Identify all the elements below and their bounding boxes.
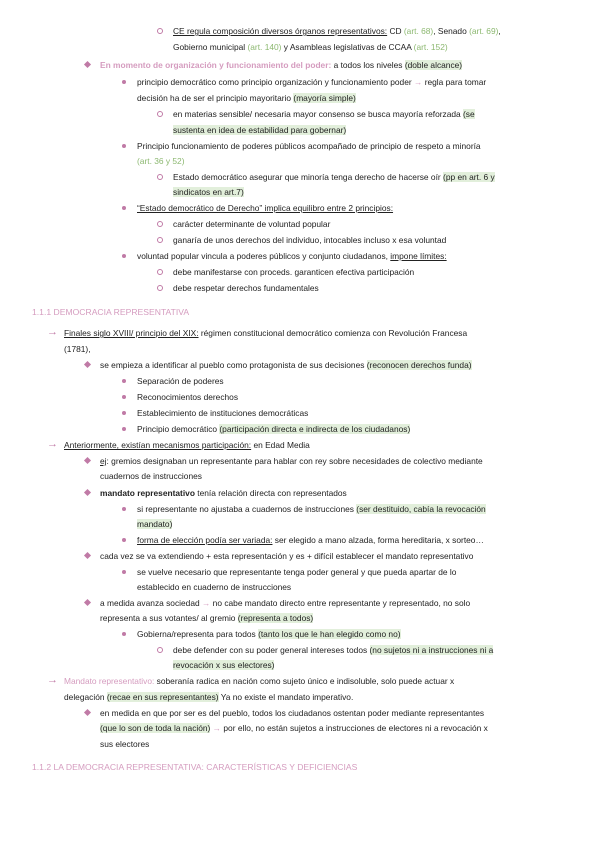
list-item: Principio democrático (participación directa e indirecta de los ciudadanos) xyxy=(137,424,411,434)
list-item-continuation: sindicatos en art.7) xyxy=(173,187,244,197)
list-item-continuation: revocación x sus electores) xyxy=(173,660,275,670)
list-item: debe manifestarse con proceds. garanticen efectiva participación xyxy=(173,267,415,277)
list-item: mandato representativo tenía relación directa con representados xyxy=(100,488,347,498)
list-item: Estado democrático asegurar que minoría tenga derecho de hacerse oír (pp en art. 6 y xyxy=(173,172,495,182)
list-item-continuation: cuadernos de instrucciones xyxy=(100,471,202,481)
section-heading: 1.1.2 LA DEMOCRACIA REPRESENTATIVA: CARACTERÍSTICAS Y DEFICIENCIAS xyxy=(32,762,358,772)
list-item: Principio funcionamiento de poderes públicos acompañado de principio de respeto a minoría xyxy=(137,141,481,151)
list-item: carácter determinante de voluntad popular xyxy=(173,219,331,229)
list-item: Separación de poderes xyxy=(137,376,224,386)
list-item: en materias sensible/ necesaria mayor consenso se busca mayoría reforzada (se xyxy=(173,109,475,119)
list-item: → Anteriormente, existían mecanismos participación: en Edad Media xyxy=(64,439,310,451)
list-item-continuation: delegación (recae en sus representantes) Ya no existe el mandato imperativo. xyxy=(64,692,354,702)
list-item-continuation: sustenta en idea de estabilidad para gobernar) xyxy=(173,125,347,135)
list-item-continuation: (1781), xyxy=(64,344,91,354)
list-item: a medida avanza sociedad → no cabe mandato directo entre representante y representado, no solo xyxy=(100,598,471,608)
list-item: si representante no ajustaba a cuadernos de instrucciones (ser destituido, cabía la revocación xyxy=(137,504,486,514)
list-item: Reconocimientos derechos xyxy=(137,392,239,402)
list-item: → Finales siglo XVIII/ principio del XIX: régimen constitucional democrático comienza con Revolución Francesa xyxy=(64,327,467,339)
list-item: debe respetar derechos fundamentales xyxy=(173,283,319,293)
list-item: se empieza a identificar al pueblo como protagonista de sus decisiones (reconocen derechos funda) xyxy=(100,360,472,370)
list-item: ganaría de unos derechos del individuo, intocables incluso x esa voluntad xyxy=(173,235,447,245)
section-heading: 1.1.1 DEMOCRACIA REPRESENTATIVA xyxy=(32,307,190,317)
list-item-continuation: sus electores xyxy=(100,739,150,749)
list-item: → Mandato representativo: soberanía radica en nación como sujeto único e indisoluble, solo puede actuar x xyxy=(64,675,454,687)
list-item: En momento de organización y funcionamiento del poder: a todos los niveles (doble alcance) xyxy=(100,60,463,70)
list-item: cada vez se va extendiendo + esta representación y es + difícil establecer el mandato representativo xyxy=(100,551,474,561)
list-item: principio democrático como principio organización y funcionamiento poder → regla para tomar xyxy=(137,77,487,87)
list-item: “Estado democrático de Derecho” implica equilibro entre 2 principios: xyxy=(137,203,394,213)
list-item-continuation: Gobierno municipal (art. 140) y Asambleas legislativas de CCAA (art. 152) xyxy=(173,42,448,52)
list-item: en medida en que por ser es del pueblo, todos los ciudadanos ostentan poder mediante representantes xyxy=(100,708,485,718)
list-item: Establecimiento de instituciones democráticas xyxy=(137,408,309,418)
list-item: se vuelve necesario que representante tenga poder general y que pueda apartar de lo xyxy=(137,567,457,577)
list-item-continuation: representa a sus votantes/ al gremio (representa a todos) xyxy=(100,613,314,623)
list-item: ej: gremios designaban un representante para hablar con rey sobre necesidades de colectivo mediante xyxy=(100,456,483,466)
list-item: Gobierna/representa para todos (tanto los que le han elegido como no) xyxy=(137,629,401,639)
list-item: forma de elección podía ser variada: ser elegido a mano alzada, forma hereditaria, x sorteo… xyxy=(137,535,484,545)
list-item-continuation: decisión ha de ser el principio mayoritario (mayoría simple) xyxy=(137,93,356,103)
list-item-continuation: (art. 36 y 52) xyxy=(137,156,185,166)
list-item-continuation: establecido en cuaderno de instrucciones xyxy=(137,582,292,592)
list-item-continuation: mandato) xyxy=(137,519,173,529)
list-item: CE regula composición diversos órganos representativos: CD (art. 68), Senado (art. 69), xyxy=(173,26,501,36)
list-item: debe defender con su poder general intereses todos (no sujetos ni a instrucciones ni a xyxy=(173,645,494,655)
list-item: voluntad popular vincula a poderes públicos y conjunto ciudadanos, impone límites: xyxy=(137,251,447,261)
list-item-continuation: (que lo son de toda la nación) → por ello, no están sujetos a instrucciones de electores ni a revocación x xyxy=(100,723,488,733)
